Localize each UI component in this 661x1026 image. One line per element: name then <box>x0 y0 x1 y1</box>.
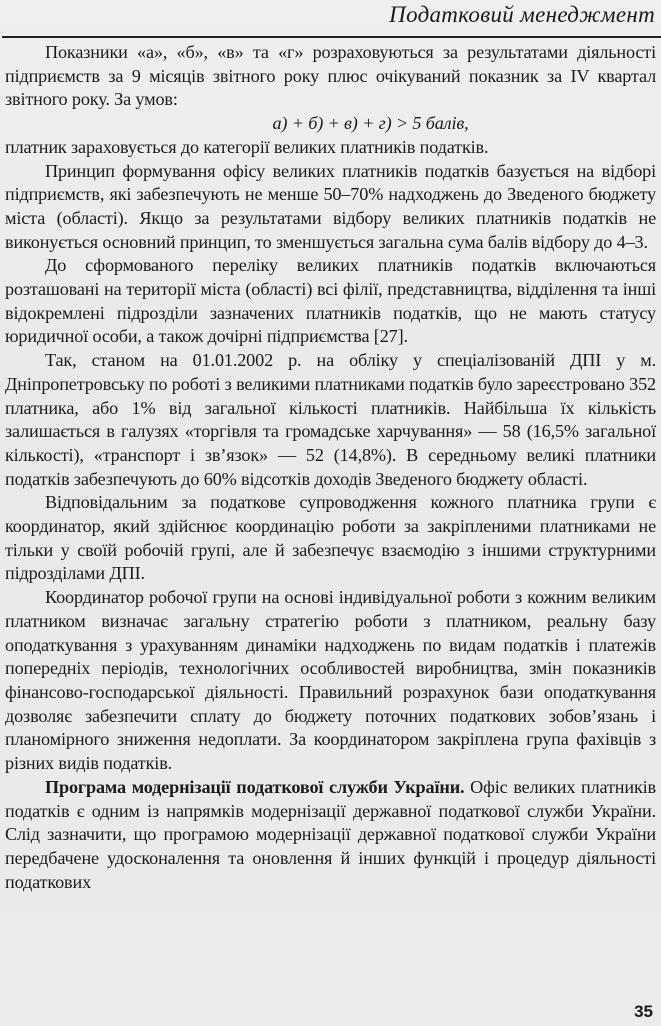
paragraph-dnipro-statistics: Так, станом на 01.01.2002 р. на обліку у спеціалізованій ДПІ у м. Дніпропетровську по роботі з великими платниками податків було зареєстровано 352 платника, або 1% від загальної кількості платників. Найбільша їх кількість залишається в галузях «торгівля та громадське харчування» — 58 (16,5% загальної кількості), «транспорт і зв’язок» — 52 (14,8%). В середньому великі платники податків забезпечують до 60% відсотків доходів Зведеного бюджету області. <box>5 350 656 489</box>
selection-formula: а) + б) + в) + г) > 5 балів, <box>272 113 469 134</box>
modernization-heading: Програма модернізації податкової служби України. <box>45 776 465 797</box>
page-number: 35 <box>634 1002 653 1021</box>
paragraph-branches: До сформованого переліку великих платників податків включаються розташовані на території міста (області) всі філії, представництва, відділення та інші відокремлені підрозділи зазначених платників податків, що не мають статусу юридичної особи, а також дочірні підприємства [27]. <box>5 255 656 347</box>
paragraph-indicators-continued: платник зараховується до категорії великих платників податків. <box>5 136 489 157</box>
paragraph-coordinator-strategy: Координатор робочої групи на основі індивідуальної роботи з кожним великим платником визначає загальну стратегію роботи з платником, реальну базу оподаткування з урахуванням динаміки надходжень по видам податків і платежів попередніх періодів, технологічних особливостей виробництва, змін показників фінансово-господарської діяльності. Правильний розрахунок бази оподаткування дозволяє забезпечити сплату до бюджету поточних податкових зобов’язань і планомірного зниження недоплати. За координатором закріплена група фахівців з різних видів податків. <box>5 587 656 774</box>
paragraph-office-principle: Принцип формування офісу великих платників податків базується на відборі підприємств, які забезпечують не менше 50–70% надходжень до Зведеного бюджету міста (області). Якщо за результатами відбору великих платників податків не виконується основний принцип, то зменшується загальна сума балів відбору до 4–3. <box>5 160 656 252</box>
body-text <box>5 41 656 894</box>
modernization-text: Офіс великих платників податків є одним із напрямків модернізації державної податкової служби України. Слід зазначити, що програмою модернізації державної податкової служби України передбачене удосконалення та оновлення й інших функцій і процедур діяльності податкових <box>5 776 656 892</box>
header-rule <box>2 36 661 38</box>
paragraph-modernization <box>5 776 656 895</box>
running-title: Податковий менеджмент <box>389 2 655 27</box>
paragraph-indicators: Показники «а», «б», «в» та «г» розраховуються за результатами діяльності підприємств за 9 місяців звітного року плюс очікуваний показник за IV квартал звітного року. За умов: <box>5 42 656 110</box>
paragraph-coordinator-role: Відповідальним за податкове супроводження кожного платника групи є координатор, який здійснює координацію роботи за закріпленими платниками не тільки у своїй робочій групі, але й забезпечує взаємодію з іншими структурними підрозділами ДПІ. <box>5 492 656 584</box>
